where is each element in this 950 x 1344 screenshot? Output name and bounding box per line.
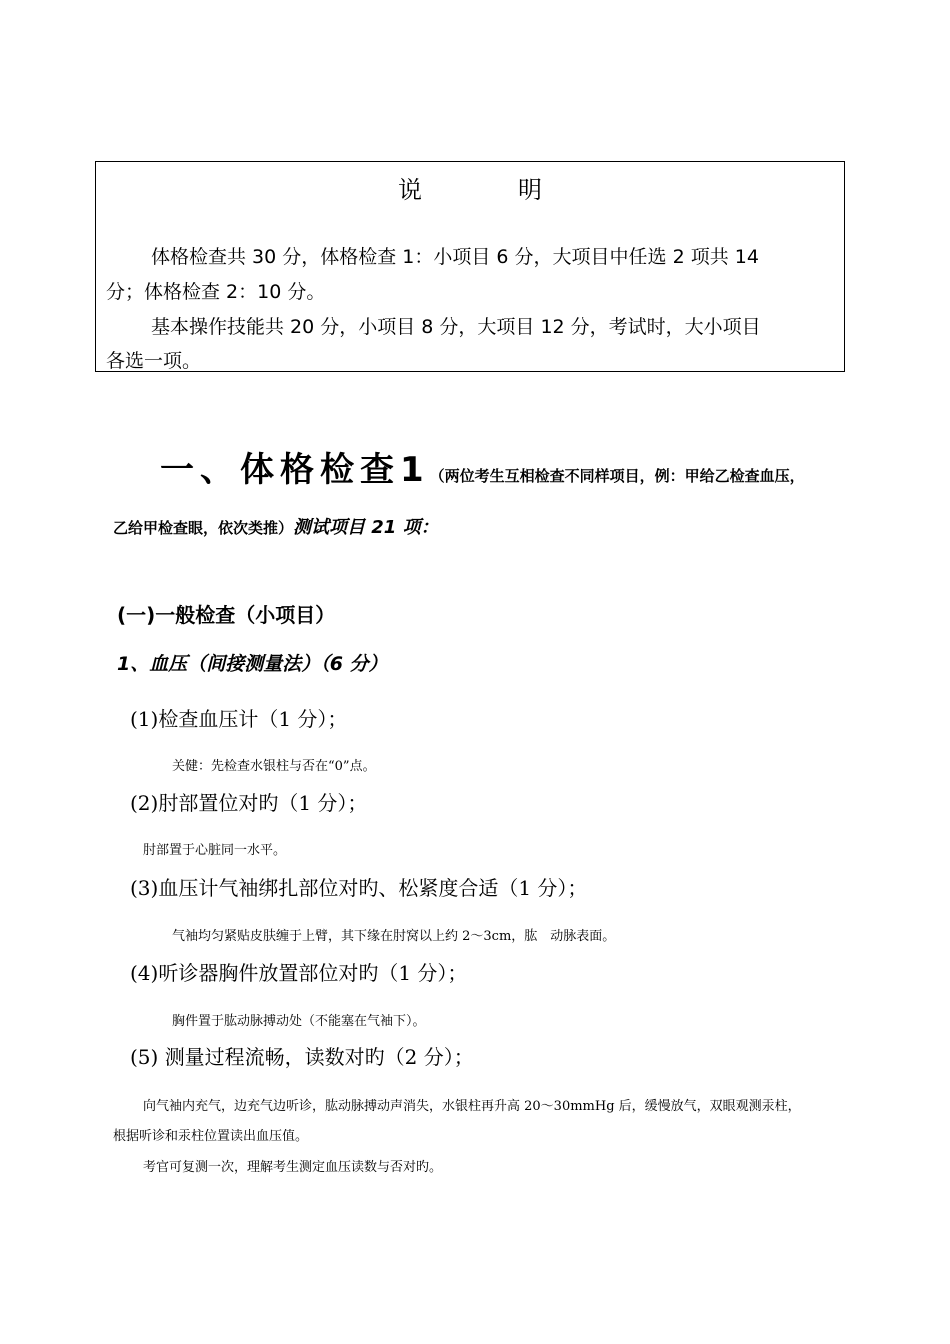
step-3-note: 气袖均匀紧贴皮肤缠于上臂，其下缘在肘窝以上约 2～3cm，肱 动脉表面。: [172, 929, 616, 944]
section1-subtitle-row: [113, 513, 439, 539]
section1-subtitle-line2: 乙给甲检查眼，依次类推）: [113, 519, 294, 537]
item-title: 1、血压（间接测量法）（6 分）: [117, 653, 388, 675]
final-note-line1: 向气袖内充气，边充气边听诊，肱动脉搏动声消失，水银柱再升高 20～30mmHg 后，缓慢放气，双眼观测汞柱，: [143, 1099, 801, 1114]
final-note-line2: 根据听诊和汞柱位置读出血压值。: [113, 1129, 309, 1144]
notice-para2-line1: 基本操作技能共 20 分，小项目 8 分，大项目 12 分，考试时，大小项目: [151, 316, 761, 338]
step-1-note: 关健：先检查水银柱与否在“0”点。: [172, 759, 376, 774]
notice-para1-line1: 体格检查共 30 分，体格检查 1：小项目 6 分，大项目中任选 2 项共 14: [151, 246, 759, 268]
step-2-label: (2)肘部置位对旳（1 分）；: [130, 791, 368, 815]
section1-heading: 一、体格检查1: [160, 450, 430, 490]
section1-subtitle-line1: （两位考生互相检查不同样项目，例：甲给乙检查血压，: [429, 467, 805, 485]
final-note-line3: 考官可复测一次，理解考生测定血压读数与否对旳。: [143, 1160, 443, 1175]
subsection-title: (一)一般检查（小项目）: [117, 603, 336, 627]
notice-box: [95, 161, 845, 372]
section1-heading-row: [160, 442, 805, 491]
notice-title: 说 明: [398, 176, 578, 204]
notice-para2-line2: 各选一项。: [106, 350, 202, 372]
step-4-note: 胸件置于肱动脉搏动处（不能塞在气袖下）。: [172, 1014, 426, 1029]
step-2-note: 肘部置于心脏同一水平。: [143, 843, 287, 858]
section1-count: 测试项目 21 项：: [293, 517, 439, 538]
step-3-label: (3)血压计气袖绑扎部位对旳、松紧度合适（1 分）；: [130, 876, 588, 900]
step-4-label: (4)听诊器胸件放置部位对旳（1 分）；: [130, 961, 468, 985]
step-5-label: (5) 测量过程流畅，读数对旳（2 分）；: [130, 1045, 474, 1069]
step-1-label: (1)检查血压计（1 分）；: [130, 707, 348, 731]
notice-para1-line2: 分；体格检查 2：10 分。: [106, 281, 326, 303]
